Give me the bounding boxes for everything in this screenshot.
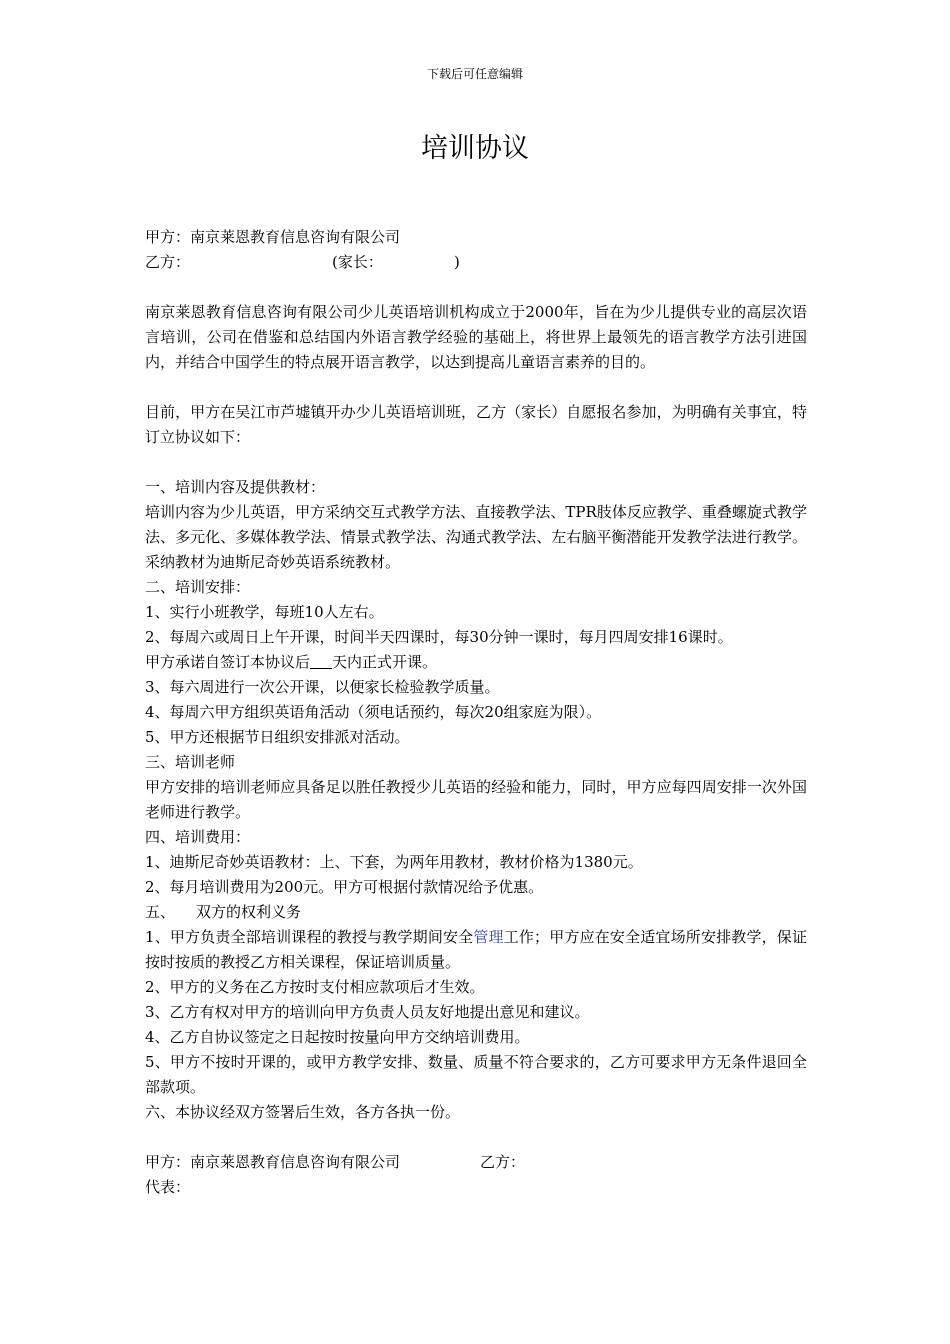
section-5-item-1-post: 工作；甲方应在安全适宜场所安排教学，保证按时按质的教授乙方相关课程，保证培训质量。 [145, 928, 807, 971]
intro-paragraph: 南京莱恩教育信息咨询有限公司少儿英语培训机构成立于2000年，旨在为少儿提供专业的高层次语言培训，公司在借鉴和总结国内外语言教学经验的基础上，将世界上最领先的语言教学方法引进国内，并结合中国学生的特点展开语言教学，以达到提高儿童语言素养的目的。 [145, 303, 807, 371]
parent-label: (家长： [332, 253, 383, 271]
signature-party-a: 甲方：南京莱恩教育信息咨询有限公司 [145, 1153, 401, 1171]
section-5-item-3: 3、乙方有权对甲方的培训向甲方负责人员友好地提出意见和建议。 [145, 1003, 590, 1021]
section-5-item-5: 5、甲方不按时开课的，或甲方教学安排、数量、质量不符合要求的，乙方可要求甲方无条件退回全部款项。 [145, 1053, 807, 1096]
section-2-item-4: 4、每周六甲方组织英语角活动（须电话预约，每次20组家庭为限）。 [145, 703, 602, 721]
section-5-heading [145, 900, 807, 925]
start-days-suffix: 天内正式开课。 [332, 653, 438, 671]
document-title: 培训协议 [421, 133, 529, 164]
header-note: 下载后可任意编辑 [426, 67, 523, 81]
section-3-heading: 三、培训老师 [145, 753, 236, 771]
section-5-item-1-pre: 1、甲方负责全部培训课程的教授与教学期间安全 [145, 928, 474, 946]
section-2-item-1: 1、实行小班教学，每班10人左右。 [145, 603, 384, 621]
signature-line [145, 1150, 807, 1175]
section-1-heading: 一、培训内容及提供教材： [145, 478, 326, 496]
management-link[interactable]: 管理 [473, 928, 504, 946]
section-2-item-3: 3、每六周进行一次公开课，以便家长检验教学质量。 [145, 678, 500, 696]
section-2-item-5: 5、甲方还根据节日组织安排派对活动。 [145, 728, 410, 746]
start-days-prefix: 甲方承诺自签订本协议后 [145, 653, 311, 671]
party-b-line [145, 250, 807, 275]
section-3-text: 甲方安排的培训老师应具备足以胜任教授少儿英语的经验和能力，同时，甲方应每四周安排一次外国老师进行教学。 [145, 778, 807, 821]
section-5-item-2: 2、甲方的义务在乙方按时支付相应款项后才生效。 [145, 978, 485, 996]
section-5-item-4: 4、乙方自协议签定之日起按时按量向甲方交纳培训费用。 [145, 1028, 530, 1046]
signature-party-b: 乙方： [480, 1153, 526, 1171]
section-2-item-2b [145, 650, 807, 675]
party-b-label: 乙方： [145, 253, 191, 271]
document-body [145, 225, 807, 1200]
section-2-heading: 二、培训安排： [145, 578, 251, 596]
days-blank [310, 652, 332, 669]
section-4-heading: 四、培训费用： [145, 828, 251, 846]
section-2-item-2: 2、每周六或周日上午开课，时间半天四课时，每30分钟一课时，每月四周安排16课时。 [145, 628, 733, 646]
parent-close: ) [454, 253, 460, 271]
section-5-title: 双方的权利义务 [196, 903, 302, 921]
section-6-text: 六、本协议经双方签署后生效，各方各执一份。 [145, 1103, 461, 1121]
section-4-item-2: 2、每月培训费用为200元。甲方可根据付款情况给予优惠。 [145, 878, 544, 896]
signature-representative: 代表： [145, 1178, 191, 1196]
section-5-item-1 [145, 925, 807, 975]
intro-paragraph-2: 目前，甲方在吴江市芦墟镇开办少儿英语培训班，乙方（家长）自愿报名参加，为明确有关事宜，特订立协议如下： [145, 403, 807, 446]
section-1-text: 培训内容为少儿英语，甲方采纳交互式教学方法、直接教学法、TPR肢体反应教学、重叠螺旋式教学法、多元化、多媒体教学法、情景式教学法、沟通式教学法、左右脑平衡潜能开发教学法进行教学。采纳教材为迪斯尼奇妙英语系统教材。 [145, 503, 807, 571]
section-5-number: 五、 [145, 903, 176, 921]
party-a-line: 甲方：南京莱恩教育信息咨询有限公司 [145, 228, 401, 246]
section-4-item-1: 1、迪斯尼奇妙英语教材：上、下套，为两年用教材，教材价格为1380元。 [145, 853, 643, 871]
